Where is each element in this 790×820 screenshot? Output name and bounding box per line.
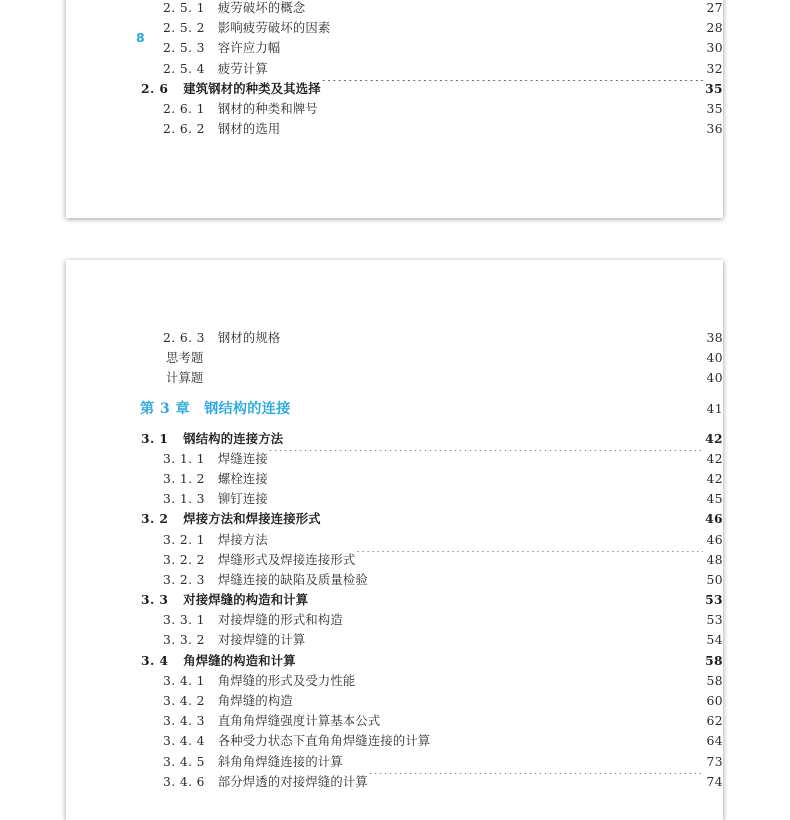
toc-entry-title: 对接焊缝的计算 <box>217 633 306 648</box>
toc-dot-leader <box>269 450 703 462</box>
toc-entry-page-number: 40 <box>706 351 723 366</box>
toc-entry[interactable] <box>66 368 723 388</box>
toc-entry[interactable] <box>66 570 723 590</box>
toc-entry-number: 3. 1. 2 <box>163 471 205 486</box>
toc-dot-leader <box>281 330 703 342</box>
toc-entry-title: 钢材的选用 <box>217 122 281 137</box>
toc-entry[interactable] <box>66 429 723 449</box>
toc-dot-leader <box>322 80 703 92</box>
toc-entry[interactable] <box>66 651 723 671</box>
toc-dot-leader <box>284 430 703 442</box>
toc-entry[interactable] <box>66 348 723 368</box>
toc-list-second-page <box>66 260 723 792</box>
toc-dot-leader <box>269 60 703 72</box>
toc-dot-leader <box>431 733 703 745</box>
toc-entry-number: 3. 4. 1 <box>163 673 205 688</box>
toc-entry-page-number: 64 <box>706 734 723 749</box>
toc-entry-title: 角焊缝的构造和计算 <box>183 652 296 668</box>
toc-entry-title: 对接焊缝的形式和构造 <box>217 613 343 628</box>
toc-entry-title: 思考题 <box>166 351 204 366</box>
toc-entry-title: 疲劳破坏的概念 <box>217 1 306 15</box>
toc-entry-page-number: 46 <box>705 511 723 527</box>
toc-entry[interactable] <box>66 394 723 424</box>
toc-entry-number: 3. 4. 2 <box>163 694 205 708</box>
toc-entry-number: 3. 3. 1 <box>163 613 205 628</box>
toc-entry-page-number: 53 <box>706 613 723 628</box>
toc-entry[interactable] <box>66 18 723 38</box>
toc-entry-page-number: 62 <box>706 714 723 729</box>
toc-entry[interactable] <box>66 691 723 711</box>
toc-entry[interactable] <box>66 772 723 792</box>
toc-entry-number: 2. 5. 2 <box>163 21 205 36</box>
toc-entry-page-number: 42 <box>706 471 723 486</box>
toc-entry-page-number: 30 <box>706 41 723 56</box>
toc-entry-title: 部分焊透的对接焊缝的计算 <box>217 774 368 789</box>
toc-dot-leader <box>344 753 703 765</box>
toc-dot-leader <box>369 773 703 785</box>
toc-entry[interactable] <box>66 752 723 772</box>
toc-dot-leader <box>309 592 703 604</box>
toc-entry-number: 3. 3 <box>141 592 169 608</box>
toc-entry-number: 3. 4 <box>141 652 169 668</box>
toc-dot-leader <box>281 40 703 52</box>
toc-entry[interactable] <box>66 38 723 58</box>
toc-dot-leader <box>306 0 703 12</box>
toc-entry-page-number: 48 <box>706 552 723 567</box>
toc-entry-page-number: 41 <box>706 401 723 416</box>
toc-entry-page-number: 27 <box>706 1 723 15</box>
toc-dot-leader <box>291 398 703 412</box>
toc-dot-leader <box>269 491 703 503</box>
toc-dot-leader <box>306 632 703 644</box>
toc-entry[interactable] <box>66 59 723 79</box>
toc-entry-title: 对接焊缝的构造和计算 <box>183 592 309 608</box>
toc-entry-number: 2. 6. 3 <box>163 331 205 345</box>
toc-entry-number: 3. 1. 1 <box>163 451 205 466</box>
toc-entry[interactable] <box>66 610 723 630</box>
toc-dot-leader <box>297 652 703 664</box>
toc-entry-title: 铆钉连接 <box>217 492 268 507</box>
toc-dot-leader <box>381 713 703 725</box>
toc-entry-title: 建筑钢材的种类及其选择 <box>183 80 321 96</box>
toc-entry-title: 焊缝连接的缺陷及质量检验 <box>217 572 368 587</box>
toc-entry-number: 第 3 章 <box>140 400 191 417</box>
toc-entry-title: 焊缝连接 <box>217 451 268 466</box>
toc-entry-number: 2. 6. 1 <box>163 101 205 116</box>
toc-entry-page-number: 53 <box>705 592 723 608</box>
toc-entry-page-number: 42 <box>706 451 723 466</box>
toc-entry-page-number: 50 <box>706 572 723 587</box>
toc-dot-leader <box>205 370 704 382</box>
toc-entry-title: 各种受力状态下直角角焊缝连接的计算 <box>217 734 431 749</box>
toc-entry-page-number: 46 <box>706 532 723 547</box>
toc-dot-leader <box>294 693 703 705</box>
toc-entry-page-number: 58 <box>706 673 723 688</box>
toc-entry-title: 角焊缝的形式及受力性能 <box>217 673 356 688</box>
toc-entry[interactable] <box>66 79 723 99</box>
toc-dot-leader <box>356 673 703 685</box>
toc-dot-leader <box>331 20 703 32</box>
toc-entry-number: 3. 3. 2 <box>163 633 205 648</box>
toc-entry-title: 钢材的规格 <box>217 331 281 345</box>
toc-entry-page-number: 42 <box>705 430 723 446</box>
toc-entry-number: 2. 5. 1 <box>163 1 205 15</box>
toc-entry[interactable] <box>66 469 723 489</box>
toc-entry-title: 斜角角焊缝连接的计算 <box>217 754 343 769</box>
toc-entry-number: 3. 4. 4 <box>163 734 205 749</box>
toc-dot-leader <box>319 101 703 113</box>
toc-entry-page-number: 73 <box>706 754 723 769</box>
toc-entry[interactable] <box>66 489 723 509</box>
toc-entry-number: 3. 4. 5 <box>163 754 205 769</box>
toc-dot-leader <box>356 551 703 563</box>
toc-entry-page-number: 58 <box>705 652 723 668</box>
toc-entry-page-number: 40 <box>706 371 723 386</box>
toc-entry-page-number: 38 <box>706 331 723 345</box>
toc-entry-number: 3. 4. 6 <box>163 774 205 789</box>
toc-entry-page-number: 36 <box>706 122 723 137</box>
toc-dot-leader <box>269 471 703 483</box>
toc-dot-leader <box>269 531 703 543</box>
page-folio-number: 8 <box>136 30 145 45</box>
toc-dot-leader <box>369 572 703 584</box>
toc-entry-number: 3. 1 <box>141 430 169 446</box>
book-page-first <box>66 0 723 218</box>
toc-entry[interactable] <box>66 550 723 570</box>
toc-list-first-page <box>66 0 723 139</box>
toc-entry-page-number: 28 <box>706 21 723 36</box>
toc-entry-title: 容许应力幅 <box>217 41 281 56</box>
toc-entry-title: 计算题 <box>166 371 204 386</box>
toc-entry-number: 3. 4. 3 <box>163 714 205 729</box>
toc-entry-title: 直角角焊缝强度计算基本公式 <box>217 714 381 729</box>
toc-entry[interactable] <box>66 119 723 139</box>
toc-entry-title: 钢材的种类和牌号 <box>217 101 318 116</box>
toc-entry-page-number: 74 <box>706 774 723 789</box>
toc-entry-number: 2. 6 <box>141 80 169 96</box>
toc-entry-title: 角焊缝的构造 <box>217 694 293 708</box>
toc-entry-number: 3. 2. 1 <box>163 532 205 547</box>
toc-entry[interactable] <box>66 449 723 469</box>
toc-entry-number: 3. 2 <box>141 511 169 527</box>
toc-entry-number: 2. 5. 4 <box>163 61 205 76</box>
toc-entry-title: 钢结构的连接方法 <box>183 430 284 446</box>
toc-dot-leader <box>205 350 704 362</box>
toc-entry-title: 疲劳计算 <box>217 61 268 76</box>
toc-entry-title: 焊接方法 <box>217 532 268 547</box>
toc-entry[interactable] <box>66 530 723 550</box>
toc-entry-page-number: 32 <box>706 61 723 76</box>
toc-entry-title: 螺栓连接 <box>217 471 268 486</box>
toc-entry[interactable] <box>66 0 723 18</box>
toc-entry-number: 3. 2. 2 <box>163 552 205 567</box>
toc-entry[interactable] <box>66 630 723 650</box>
toc-entry[interactable] <box>66 671 723 691</box>
toc-entry-number: 2. 6. 2 <box>163 122 205 137</box>
toc-entry-page-number: 35 <box>706 101 723 116</box>
toc-entry-title: 影响疲劳破坏的因素 <box>217 21 331 36</box>
toc-entry[interactable] <box>66 711 723 731</box>
toc-entry[interactable] <box>66 731 723 751</box>
toc-entry[interactable] <box>66 328 723 348</box>
toc-dot-leader <box>281 121 703 133</box>
toc-entry-number: 3. 2. 3 <box>163 572 205 587</box>
toc-dot-leader <box>344 612 703 624</box>
toc-entry[interactable] <box>66 99 723 119</box>
toc-entry-page-number: 45 <box>706 492 723 507</box>
toc-entry-number: 3. 1. 3 <box>163 492 205 507</box>
toc-entry[interactable] <box>66 590 723 610</box>
toc-dot-leader <box>322 511 703 523</box>
toc-entry[interactable] <box>66 509 723 529</box>
toc-entry-page-number: 54 <box>706 633 723 648</box>
toc-entry-title: 钢结构的连接 <box>204 400 291 417</box>
toc-entry-page-number: 35 <box>705 80 723 96</box>
book-page-second <box>66 260 723 820</box>
toc-entry-number: 2. 5. 3 <box>163 41 205 56</box>
toc-entry-title: 焊缝形式及焊接连接形式 <box>217 552 356 567</box>
toc-entry-title: 焊接方法和焊接连接形式 <box>183 511 321 527</box>
toc-entry-page-number: 60 <box>706 694 723 708</box>
